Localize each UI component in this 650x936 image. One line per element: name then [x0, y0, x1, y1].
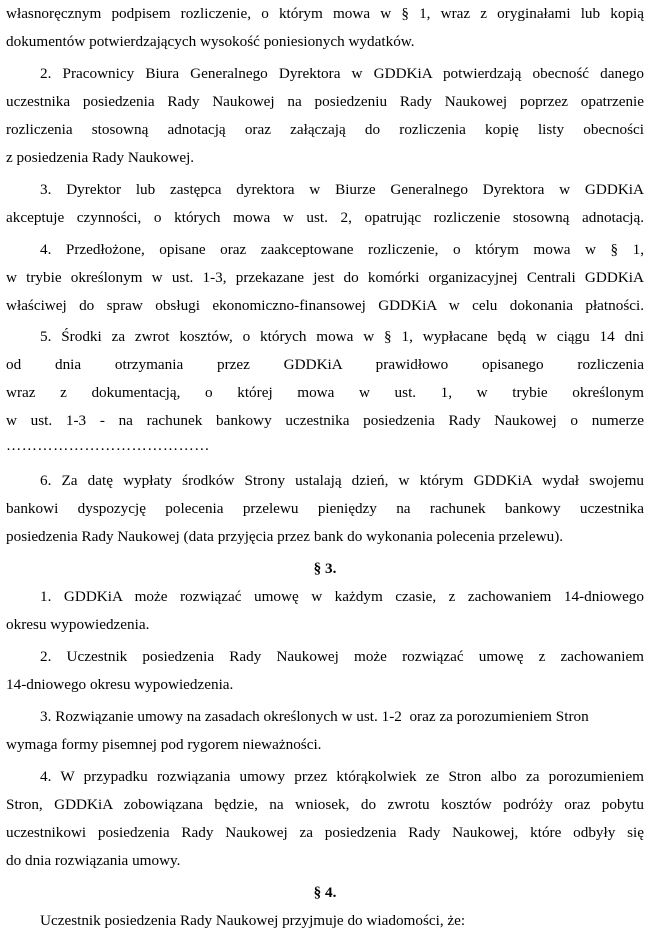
section-heading: § 3. [313, 560, 337, 577]
text-line: 1. GDDKiA może rozwiązać umowę w każdym czasie, z zachowaniem 14-dniowego [40, 588, 644, 605]
text-line: bankowi dyspozycję polecenia przelewu pieniędzy na rachunek bankowy uczestnika [6, 500, 644, 517]
text-line: 4. Przedłożone, opisane oraz zaakceptowane rozliczenie, o którym mowa w § 1, [40, 241, 644, 258]
text-line: 3. Rozwiązanie umowy na zasadach określonych w ust. 1-2 oraz za porozumieniem Stron [40, 708, 589, 725]
account-number-placeholder: ………………………………… [6, 437, 210, 454]
text-line: Stron, GDDKiA zobowiązana będzie, na wniosek, do zwrotu kosztów podróży oraz pobytu [6, 796, 644, 813]
text-line: z posiedzenia Rady Naukowej. [6, 149, 195, 166]
text-line: uczestnikowi posiedzenia Rady Naukowej za posiedzenia Rady Naukowej, które odbyły się [6, 824, 644, 841]
text-line: własnoręcznym podpisem rozliczenie, o którym mowa w § 1, wraz z oryginałami lub kopią [6, 5, 644, 22]
text-line: od dnia otrzymania przez GDDKiA prawidłowo opisanego rozliczenia [6, 356, 644, 373]
text-line: okresu wypowiedzenia. [6, 616, 150, 633]
text-line: 6. Za datę wypłaty środków Strony ustalają dzień, w którym GDDKiA wydał swojemu [40, 472, 644, 489]
text-line: 4. W przypadku rozwiązania umowy przez którąkolwiek ze Stron albo za porozumieniem [40, 768, 644, 785]
text-line: wraz z dokumentacją, o której mowa w ust. 1, w trybie określonym [6, 384, 644, 401]
text-line: wymaga formy pisemnej pod rygorem nieważności. [6, 736, 322, 753]
text-line: uczestnika posiedzenia Rady Naukowej na posiedzeniu Rady Naukowej poprzez opatrzenie [6, 93, 644, 110]
text-line: 5. Środki za zwrot kosztów, o których mowa w § 1, wypłacane będą w ciągu 14 dni [40, 328, 644, 345]
text-line: posiedzenia Rady Naukowej (data przyjęcia przez bank do wykonania polecenia przelewu). [6, 528, 564, 545]
text-line: właściwej do spraw obsługi ekonomiczno-finansowej GDDKiA w celu dokonania płatności. [6, 297, 644, 314]
text-line: do dnia rozwiązania umowy. [6, 852, 181, 869]
text-line: rozliczenia stosowną adnotacją oraz załączają do rozliczenia kopię listy obecności [6, 121, 644, 138]
text-line: Uczestnik posiedzenia Rady Naukowej przyjmuje do wiadomości, że: [40, 912, 466, 929]
text-line: 3. Dyrektor lub zastępca dyrektora w Biurze Generalnego Dyrektora w GDDKiA [40, 181, 644, 198]
section-heading: § 4. [313, 884, 337, 901]
text-line: akceptuje czynności, o których mowa w ust. 2, opatrując rozliczenie stosowną adnotacją. [6, 209, 644, 226]
text-line: dokumentów potwierdzających wysokość poniesionych wydatków. [6, 33, 415, 50]
text-line: w trybie określonym w ust. 1-3, przekazane jest do komórki organizacyjnej Centrali GDDKiA [6, 269, 644, 286]
text-line: 2. Uczestnik posiedzenia Rady Naukowej może rozwiązać umowę z zachowaniem [40, 648, 644, 665]
text-line: w ust. 1-3 - na rachunek bankowy uczestnika posiedzenia Rady Naukowej o numerze [6, 412, 644, 429]
text-line: 2. Pracownicy Biura Generalnego Dyrektora w GDDKiA potwierdzają obecność danego [40, 65, 644, 82]
text-line: 14-dniowego okresu wypowiedzenia. [6, 676, 234, 693]
